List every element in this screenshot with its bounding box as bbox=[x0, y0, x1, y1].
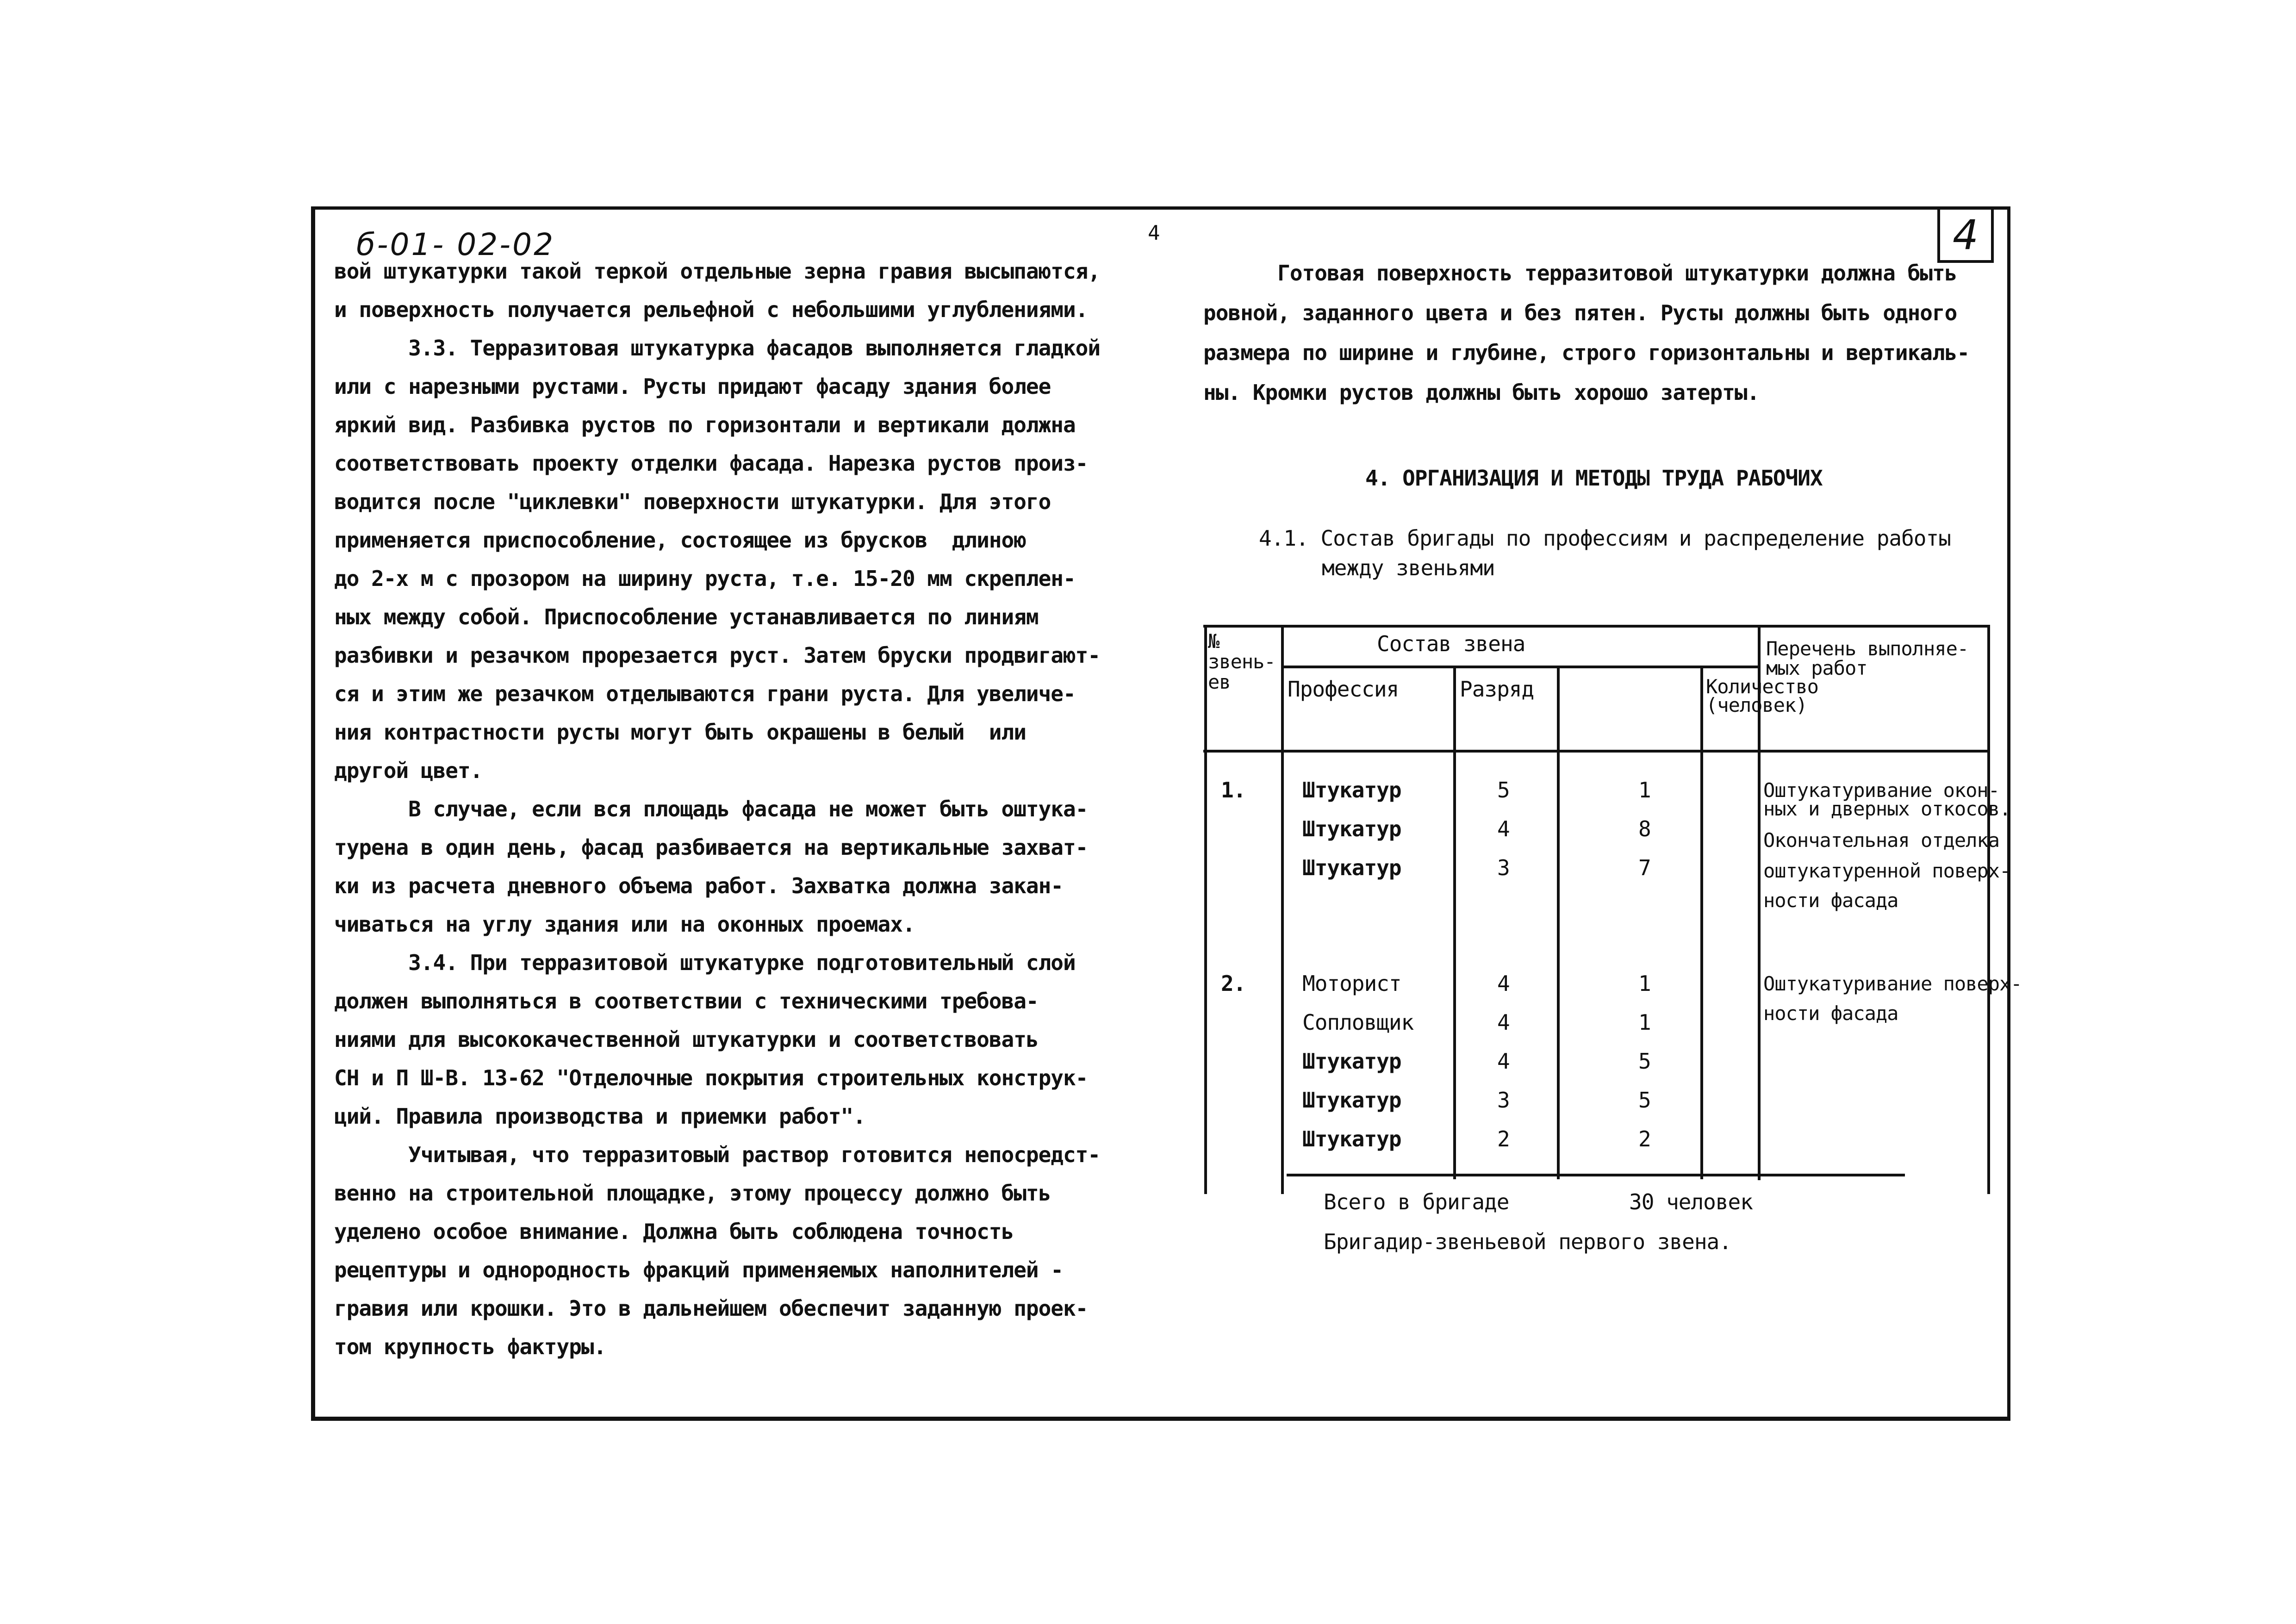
cell-profession: Штукатур bbox=[1302, 1126, 1401, 1151]
text-line: том крупность фактуры. bbox=[334, 1334, 606, 1359]
cell-qty: 2 bbox=[1638, 1126, 1651, 1151]
cell-grade: 3 bbox=[1497, 1088, 1510, 1113]
cell-grade: 2 bbox=[1497, 1126, 1510, 1151]
cell-profession: Штукатур bbox=[1302, 1088, 1401, 1113]
text-line: ниями для высококачественной штукатурки и соответствовать bbox=[334, 1027, 1039, 1052]
table-rule bbox=[1204, 625, 1207, 1194]
table-rule bbox=[1282, 666, 1761, 668]
cell-qty: 8 bbox=[1638, 816, 1651, 841]
table-rule bbox=[1287, 1174, 1905, 1176]
unit-number: 2. bbox=[1221, 971, 1246, 996]
cell-profession: Моторист bbox=[1302, 971, 1401, 996]
text-line: должен выполняться в соответствии с техническими требова- bbox=[334, 989, 1039, 1014]
text-line: ны. Кромки рустов должны быть хорошо затерты. bbox=[1203, 380, 1760, 405]
text-line: венно на строительной площадке, этому процессу должно быть bbox=[334, 1181, 1051, 1206]
cell-profession: Сопловщик bbox=[1302, 1010, 1414, 1035]
header-works: мых работ bbox=[1766, 657, 1867, 679]
text-line: гравия или крошки. Это в дальнейшем обеспечит заданную проек- bbox=[334, 1296, 1088, 1321]
cell-grade: 3 bbox=[1497, 855, 1510, 880]
cell-qty: 1 bbox=[1638, 1010, 1651, 1035]
text-line: яркий вид. Разбивка рустов по горизонтали и вертикали должна bbox=[334, 412, 1076, 437]
sheet-number-box bbox=[1937, 206, 1994, 263]
cell-works: Оштукатуривание поверх- bbox=[1763, 972, 2022, 995]
brigade-table bbox=[1203, 625, 2022, 1199]
header-num: ев bbox=[1208, 671, 1231, 693]
text-line: уделено особое внимание. Должна быть соблюдена точность bbox=[334, 1219, 1014, 1244]
text-line: разбивки и резачком прорезается руст. Затем бруски продвигают- bbox=[334, 643, 1101, 668]
foreman-note: Бригадир-звеньевой первого звена. bbox=[1324, 1229, 1731, 1254]
text-line: соответствовать проекту отделки фасада. Нарезка рустов произ- bbox=[334, 451, 1088, 476]
header-num: звень- bbox=[1208, 650, 1276, 673]
total-label: Всего в бригаде bbox=[1324, 1189, 1509, 1214]
total-value: 30 человек bbox=[1629, 1189, 1753, 1214]
text-line: ных между собой. Приспособление устанавливается по линиям bbox=[334, 604, 1039, 629]
table-rule bbox=[1281, 625, 1284, 1194]
text-line: и поверхность получается рельефной с небольшими углублениями. bbox=[334, 297, 1088, 322]
table-rule bbox=[1203, 625, 1990, 628]
cell-qty: 7 bbox=[1638, 855, 1651, 880]
cell-qty: 5 bbox=[1638, 1049, 1651, 1074]
text-line: водится после "циклевки" поверхности штукатурки. Для этого bbox=[334, 489, 1051, 514]
cell-works: ных и дверных откосов. bbox=[1763, 797, 2011, 820]
cell-profession: Штукатур bbox=[1302, 1049, 1401, 1074]
cell-qty: 5 bbox=[1638, 1088, 1651, 1113]
header-profession: Профессия bbox=[1288, 677, 1399, 702]
text-line: Готовая поверхность терразитовой штукатурки должна быть bbox=[1203, 261, 1957, 286]
subsection-title: 4.1. Состав бригады по профессиям и распределение работы bbox=[1259, 526, 1951, 551]
unit-number: 1. bbox=[1221, 778, 1246, 803]
table-rule bbox=[1700, 666, 1703, 1179]
cell-profession: Штукатур bbox=[1302, 778, 1401, 803]
page-number: 4 bbox=[1148, 221, 1160, 245]
text-line: другой цвет. bbox=[334, 758, 483, 783]
table-rule bbox=[1453, 666, 1456, 1179]
cell-grade: 4 bbox=[1497, 816, 1510, 841]
cell-works: Окончательная отделка bbox=[1763, 829, 2000, 852]
cell-grade: 4 bbox=[1497, 1049, 1510, 1074]
text-line: ровной, заданного цвета и без пятен. Русты должны быть одного bbox=[1203, 300, 1957, 325]
text-line: турена в один день, фасад разбивается на вертикальные захват- bbox=[334, 835, 1088, 860]
text-line: ния контрастности русты могут быть окрашены в белый или bbox=[334, 720, 1026, 745]
header-grade: Разряд bbox=[1460, 677, 1534, 702]
cell-works: Оштукатуривание окон- bbox=[1763, 779, 2000, 802]
text-line: 3.4. При терразитовой штукатурке подготовительный слой bbox=[334, 950, 1076, 975]
text-line: ки из расчета дневного объема работ. Захватка должна закан- bbox=[334, 873, 1063, 898]
cell-profession: Штукатур bbox=[1302, 855, 1401, 880]
text-line: или с нарезными рустами. Русты придают фасаду здания более bbox=[334, 374, 1051, 399]
text-line: размера по ширине и глубине, строго горизонтальны и вертикаль- bbox=[1203, 340, 1970, 365]
text-line: СН и П Ш-В. 13-62 "Отделочные покрытия строительных конструк- bbox=[334, 1065, 1088, 1090]
cell-profession: Штукатур bbox=[1302, 816, 1401, 841]
sheet-number: 4 bbox=[1953, 211, 1979, 259]
section-heading: 4. ОРГАНИЗАЦИЯ И МЕТОДЫ ТРУДА РАБОЧИХ bbox=[1365, 466, 1823, 491]
text-line: ся и этим же резачком отделываются грани руста. Для увеличе- bbox=[334, 681, 1076, 706]
text-line: рецептуры и однородность фракций применяемых наполнителей - bbox=[334, 1257, 1063, 1282]
text-line: В случае, если вся площадь фасада не может быть оштука- bbox=[334, 796, 1088, 821]
subsection-title-continued: между звеньями bbox=[1322, 555, 1495, 580]
document-code: б-01- 02-02 bbox=[356, 227, 555, 262]
text-line: чиваться на углу здания или на оконных проемах. bbox=[334, 912, 915, 937]
header-num: № bbox=[1208, 630, 1220, 653]
header-group: Состав звена bbox=[1377, 631, 1525, 656]
cell-works: оштукатуренной поверх- bbox=[1763, 859, 2011, 882]
table-rule bbox=[1557, 666, 1560, 1179]
cell-works: ности фасада bbox=[1763, 1002, 1898, 1025]
cell-grade: 4 bbox=[1497, 971, 1510, 996]
text-line: применяется приспособление, состоящее из брусков длиною bbox=[334, 528, 1026, 553]
text-line: до 2-х м с прозором на ширину руста, т.е. 15-20 мм скреплен- bbox=[334, 566, 1076, 591]
header-qty: Количество bbox=[1706, 675, 1818, 698]
text-line: Учитывая, что терразитовый раствор готовится непосредст- bbox=[334, 1142, 1101, 1167]
cell-works: ности фасада bbox=[1763, 889, 1898, 912]
text-line: вой штукатурки такой теркой отдельные зерна гравия высыпаются, bbox=[334, 259, 1101, 284]
cell-grade: 4 bbox=[1497, 1010, 1510, 1035]
table-rule bbox=[1203, 750, 1990, 753]
text-line: 3.3. Терразитовая штукатурка фасадов выполняется гладкой bbox=[334, 336, 1101, 361]
table-rule bbox=[1987, 625, 1990, 1194]
header-qty: (человек) bbox=[1706, 694, 1807, 716]
cell-grade: 5 bbox=[1497, 778, 1510, 803]
cell-qty: 1 bbox=[1638, 971, 1651, 996]
text-line: ций. Правила производства и приемки работ". bbox=[334, 1104, 865, 1129]
cell-qty: 1 bbox=[1638, 778, 1651, 803]
header-works: Перечень выполняе- bbox=[1766, 637, 1969, 660]
